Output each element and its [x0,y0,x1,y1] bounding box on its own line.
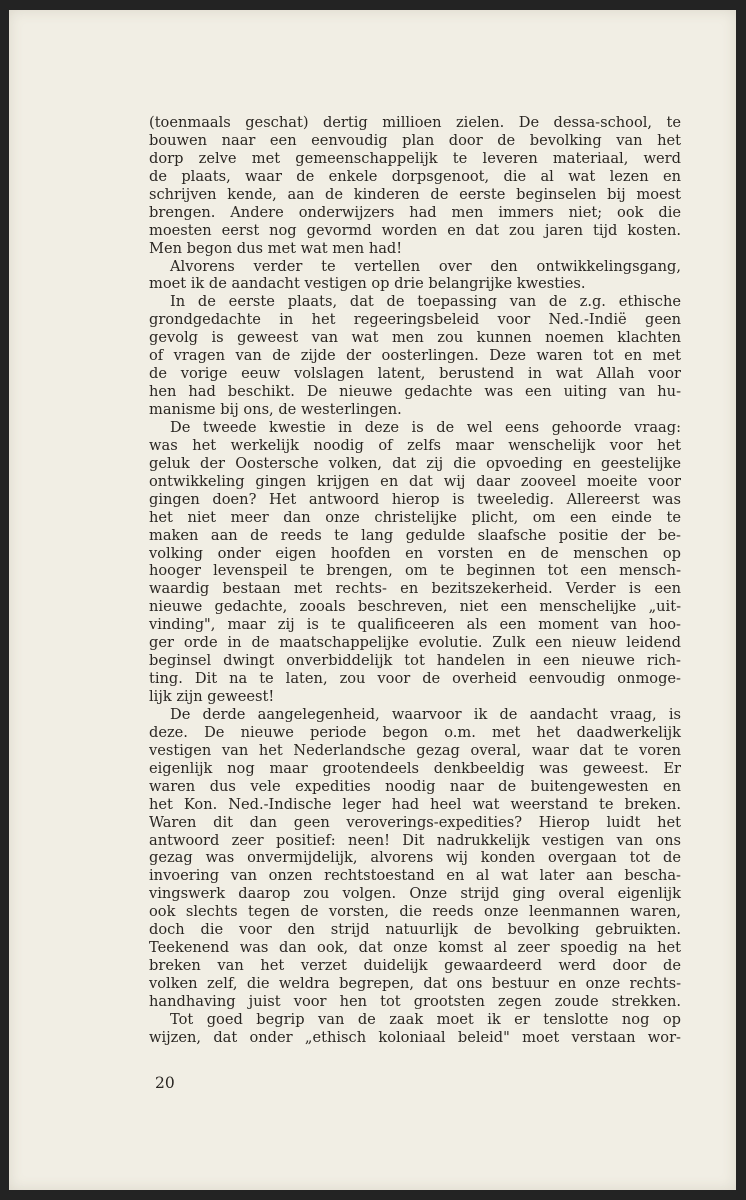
text-line: De derde aangelegenheid, waarvoor ik de aandacht vraag, is [170,705,681,723]
text-line: gevolg is geweest van wat men zou kunnen noemen klachten [149,329,681,347]
body-text [149,114,681,1047]
text-line: Men begon dus met wat men had! [149,239,403,257]
text-line: breken van het verzet duidelijk gewaardeerd werd door de [149,957,681,975]
text-line: In de eerste plaats, dat de toepassing van de z.g. ethische [170,293,681,311]
text-line: gezag was onvermijdelijk, alvorens wij konden overgaan tot de [149,849,681,867]
text-line: invoering van onzen rechtstoestand en al wat later aan bescha- [149,867,681,885]
text-line: ting. Dit na te laten, zou voor de overheid eenvoudig onmoge- [149,670,681,688]
text-line: dorp zelve met gemeenschappelijk te leveren materiaal, werd [149,149,681,167]
text-line: antwoord zeer positief: neen! Dit nadrukkelijk vestigen van ons [149,831,681,849]
text-line: wijzen, dat onder „ethisch koloniaal beleid" moet verstaan wor- [149,1028,681,1046]
book-page [9,10,736,1190]
text-line: hen had beschikt. De nieuwe gedachte was een uiting van hu- [149,383,681,401]
text-line: nieuwe gedachte, zooals beschreven, niet een menschelijke „uit- [149,598,681,616]
text-line: eigenlijk nog maar grootendeels denkbeeldig was geweest. Er [149,759,681,777]
text-line: bouwen naar een eenvoudig plan door de bevolking van het [149,131,681,149]
text-line: lijk zijn geweest! [149,688,275,705]
text-line: deze. De nieuwe periode begon o.m. met het daadwerkelijk [149,723,681,741]
text-line: manisme bij ons, de westerlingen. [149,401,402,418]
text-line: het niet meer dan onze christelijke plicht, om een einde te [149,508,681,526]
text-line: moet ik de aandacht vestigen op drie belangrijke kwesties. [149,275,586,293]
text-line: ontwikkeling gingen krijgen en dat wij daar zooveel moeite voor [149,472,681,490]
text-line: moesten eerst nog gevormd worden en dat zou jaren tijd kosten. [149,221,681,239]
text-line: gingen doen? Het antwoord hierop is tweeledig. Allereerst was [149,490,681,508]
page-number: 20 [155,1074,175,1092]
text-line: vinding", maar zij is te qualificeeren als een moment van hoo- [149,616,681,634]
text-line: de plaats, waar de enkele dorpsgenoot, die al wat lezen en [149,167,681,185]
text-line: ook slechts tegen de vorsten, die reeds onze leenmannen waren, [149,903,681,921]
text-line: de vorige eeuw volslagen latent, berustend in wat Allah voor [149,365,681,383]
text-line: het Kon. Ned.-Indische leger had heel wat weerstand te breken. [149,795,681,813]
text-line: geluk der Oostersche volken, dat zij die opvoeding en geestelijke [149,454,681,472]
text-line: Tot goed begrip van de zaak moet ik er tenslotte nog op [170,1010,681,1028]
text-line: vingswerk daarop zou volgen. Onze strijd ging overal eigenlijk [149,885,681,903]
text-line: Waren dit dan geen veroverings-expedities? Hierop luidt het [149,813,681,831]
text-line: handhaving juist voor hen tot grootsten zegen zoude strekken. [149,992,681,1010]
text-line: doch die voor den strijd natuurlijk de bevolking gebruikten. [149,921,681,939]
text-line: grondgedachte in het regeeringsbeleid voor Ned.-Indië geen [149,311,681,329]
text-line: waren dus vele expedities noodig naar de buitengewesten en [149,777,681,795]
text-line: De tweede kwestie in deze is de wel eens gehoorde vraag: [170,418,681,436]
text-line: ger orde in de maatschappelijke evolutie. Zulk een nieuw leidend [149,634,681,652]
text-line: Alvorens verder te vertellen over den ontwikkelingsgang, [170,257,681,275]
text-line: brengen. Andere onderwijzers had men immers niet; ook die [149,203,681,221]
text-line: waardig bestaan met rechts- en bezitszekerheid. Verder is een [149,580,681,598]
text-line: volken zelf, die weldra begrepen, dat ons bestuur en onze rechts- [149,975,681,992]
text-line: schrijven kende, aan de kinderen de eerste beginselen bij moest [149,185,681,203]
text-line: maken aan de reeds te lang geduldе slaafsche positie der be- [149,526,681,544]
text-line: Teekenend was dan ook, dat onze komst al zeer spoedig na het [149,939,681,957]
text-line: volking onder eigen hoofden en vorsten en de menschen op [149,544,681,562]
text-line: vestigen van het Nederlandsche gezag overal, waar dat te voren [149,741,681,759]
text-line: beginsel dwingt onverbiddelijk tot handelen in een nieuwe rich- [149,652,681,670]
text-line: was het werkelijk noodig of zelfs maar wenschelijk voor het [149,436,681,454]
text-line: (toenmaals geschat) dertig millioen zielen. De dessa-school, te [149,114,681,131]
text-line: hooger levenspeil te brengen, om te beginnen tot een mensch- [149,562,681,580]
text-line: of vragen van de zijde der oosterlingen. Deze waren tot en met [149,347,681,365]
